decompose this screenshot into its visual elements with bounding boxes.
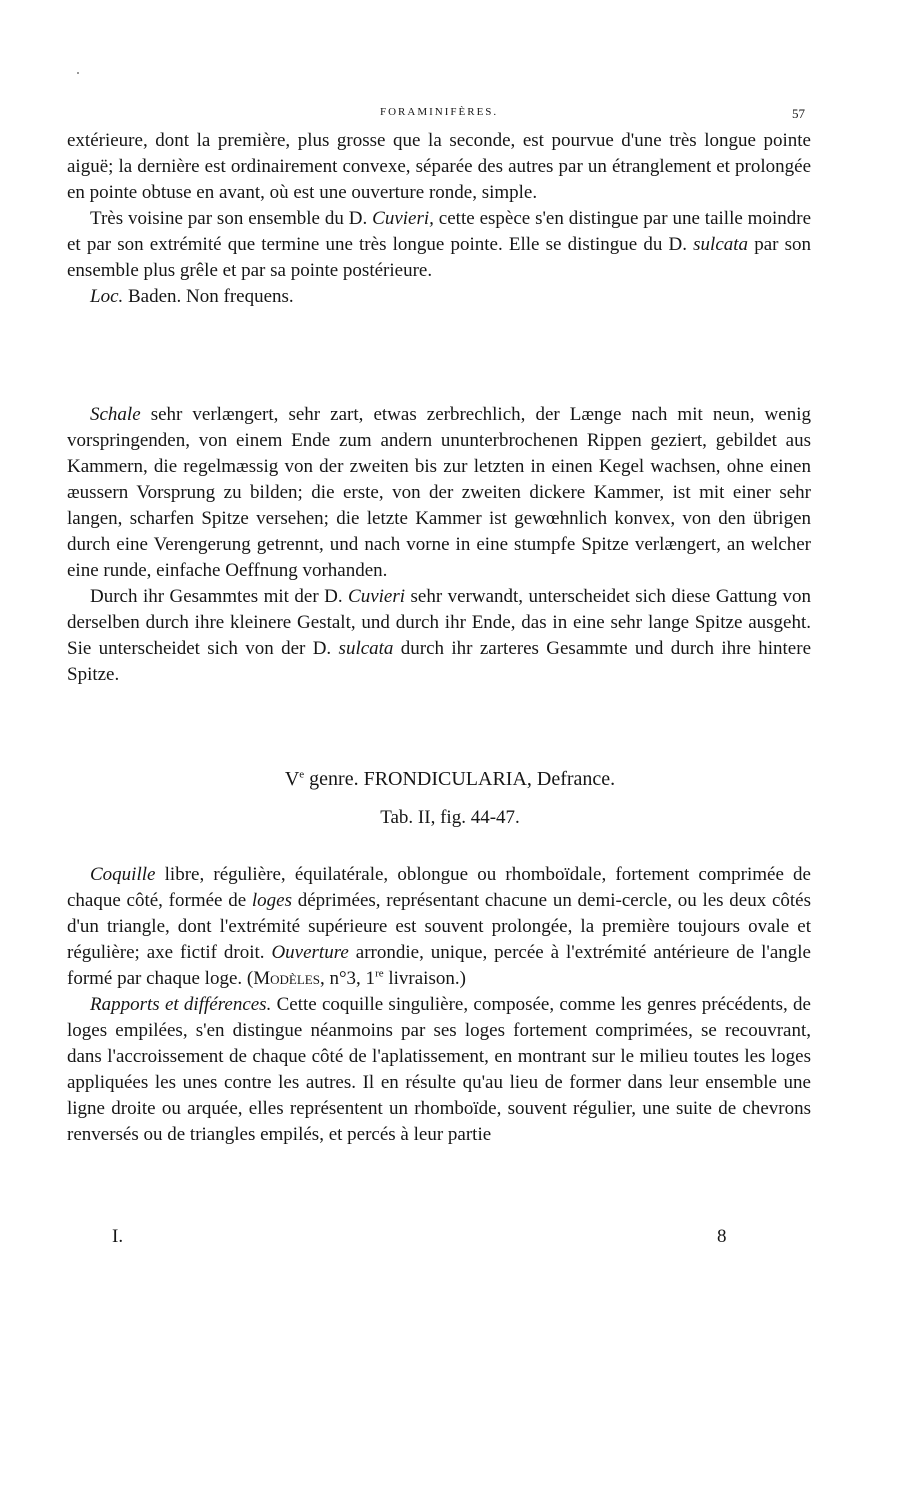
italic-species-name: sulcata (338, 638, 394, 659)
superscript: re (375, 967, 384, 980)
running-title: FORAMINIFÈRES. (380, 106, 499, 118)
italic-label: Schale (90, 404, 141, 425)
paragraph-comparison (67, 206, 811, 284)
paragraph-relations (67, 992, 811, 1148)
page-number: 57 (792, 106, 805, 121)
text-run: arrondie, unique, percée à l'extrémité antérieure de l'angle formé par chaque loge. ( (67, 942, 811, 989)
french-description-block (67, 128, 811, 310)
genus-heading (0, 768, 900, 791)
text-run: , n°3, 1 (319, 968, 376, 989)
italic-species-name: Cuvieri (348, 586, 406, 607)
text-run: libre, régulière, équilatérale, oblongue ou rhomboïdale, fortement comprimée de chaque côté, formée de (67, 864, 811, 911)
paragraph-text: extérieure, dont la première, plus grosse que la seconde, est pourvue d'une très longue pointe aiguë; la dernière est ordinairement convexe, séparée des autres par un étranglement et prolongée en pointe obtuse en avant, où est une ouverture ronde, simple. (67, 130, 811, 203)
italic-species-name: sulcata (693, 234, 749, 255)
text-run: cette espèce s'en distingue par une taille moindre et par son extrémité que termine une très longue pointe. Elle se distingue du D. (67, 208, 811, 255)
text-run: V (284, 768, 300, 790)
paragraph-shell-description (67, 862, 811, 992)
italic-label: Rapports et différences. (90, 994, 272, 1015)
italic-label: Coquille (90, 864, 156, 885)
page-speck (77, 72, 79, 74)
paragraph-german-shell (67, 402, 811, 584)
text-run: genre. FRONDICULARIA, Defrance. (304, 768, 616, 790)
paragraph-locality (67, 284, 811, 310)
signature-mark: I. (112, 1226, 124, 1247)
plate-reference: Tab. II, fig. 44-47. (380, 807, 520, 828)
text-run: Très voisine par son ensemble du D. (90, 208, 373, 229)
text-run: Baden. Non frequens. (123, 286, 294, 307)
text-run: déprimées, représentant chacune un demi-cercle, ou les deux côtés d'un triangle, dont l'extrémité supérieure est souvent prolongée, la première toujours ovale et régulière; axe fictif droit. (67, 890, 811, 963)
italic-term: Ouverture (271, 942, 349, 963)
text-run: Durch ihr Gesammtes mit der D. (90, 586, 349, 607)
italic-term: loges (251, 890, 292, 911)
superscript: e (299, 768, 305, 781)
sheet-number: 8 (717, 1226, 727, 1247)
italic-species-name: Cuvieri, (372, 208, 434, 229)
text-run: sehr verlængert, sehr zart, etwas zerbrechlich, der Længe nach mit neun, wenig vorspringenden, von einem Ende zum andern ununterbrochenen Rippen geziert, gebildet aus Kammern, die regelmæssig von der zweiten bis zur letzten in einen Kegel wachsen, ohne einen æussern Vorsprung zu bilden; die erste, von der zweiten dickere Kammer, ist mit einer sehr langen, scharfen Spitze versehen; die letzte Kammer ist gewœhnlich konvex, von den übrigen durch eine Verengerung getrennt, und nach vorne in eine stumpfe Spitze verlængert, an welcher eine runde, einfache Oeffnung vorhanden. (67, 404, 811, 581)
text-run: durch ihr zarteres Gesammte und durch ihre hintere Spitze. (67, 638, 812, 685)
text-run: Cette coquille singulière, composée, comme les genres précédents, de loges empilées, s'en distingue néanmoins par ses loges fortement comprimées, se recouvrant, dans l'accroissement de chaque côté de l'aplatissement, en montrant sur le milieu toutes les loges appliquées les unes contre les autres. Il en résulte qu'au lieu de former dans leur ensemble une ligne droite ou arquée, elles représentent un rhomboïde, souvent régulier, une suite de chevrons renversés ou de triangles empilés, et percés à leur partie (67, 994, 811, 1145)
small-caps-text: Modèles (253, 968, 320, 989)
german-description-block (67, 402, 811, 688)
text-run: sehr verwandt, unterscheidet sich diese Gattung von derselben durch ihre kleinere Gestalt, und durch ihr Ende, das in eine sehr lange Spitze ausgeht. Sie unterscheidet sich von der D. (67, 586, 811, 659)
italic-label: Loc. (90, 286, 124, 307)
text-run: par son ensemble plus grêle et par sa pointe postérieure. (67, 234, 811, 281)
text-run: livraison.) (383, 968, 466, 989)
paragraph-german-comparison (67, 584, 811, 688)
genus-description-block (67, 862, 811, 1148)
paragraph-continuation (67, 128, 811, 206)
